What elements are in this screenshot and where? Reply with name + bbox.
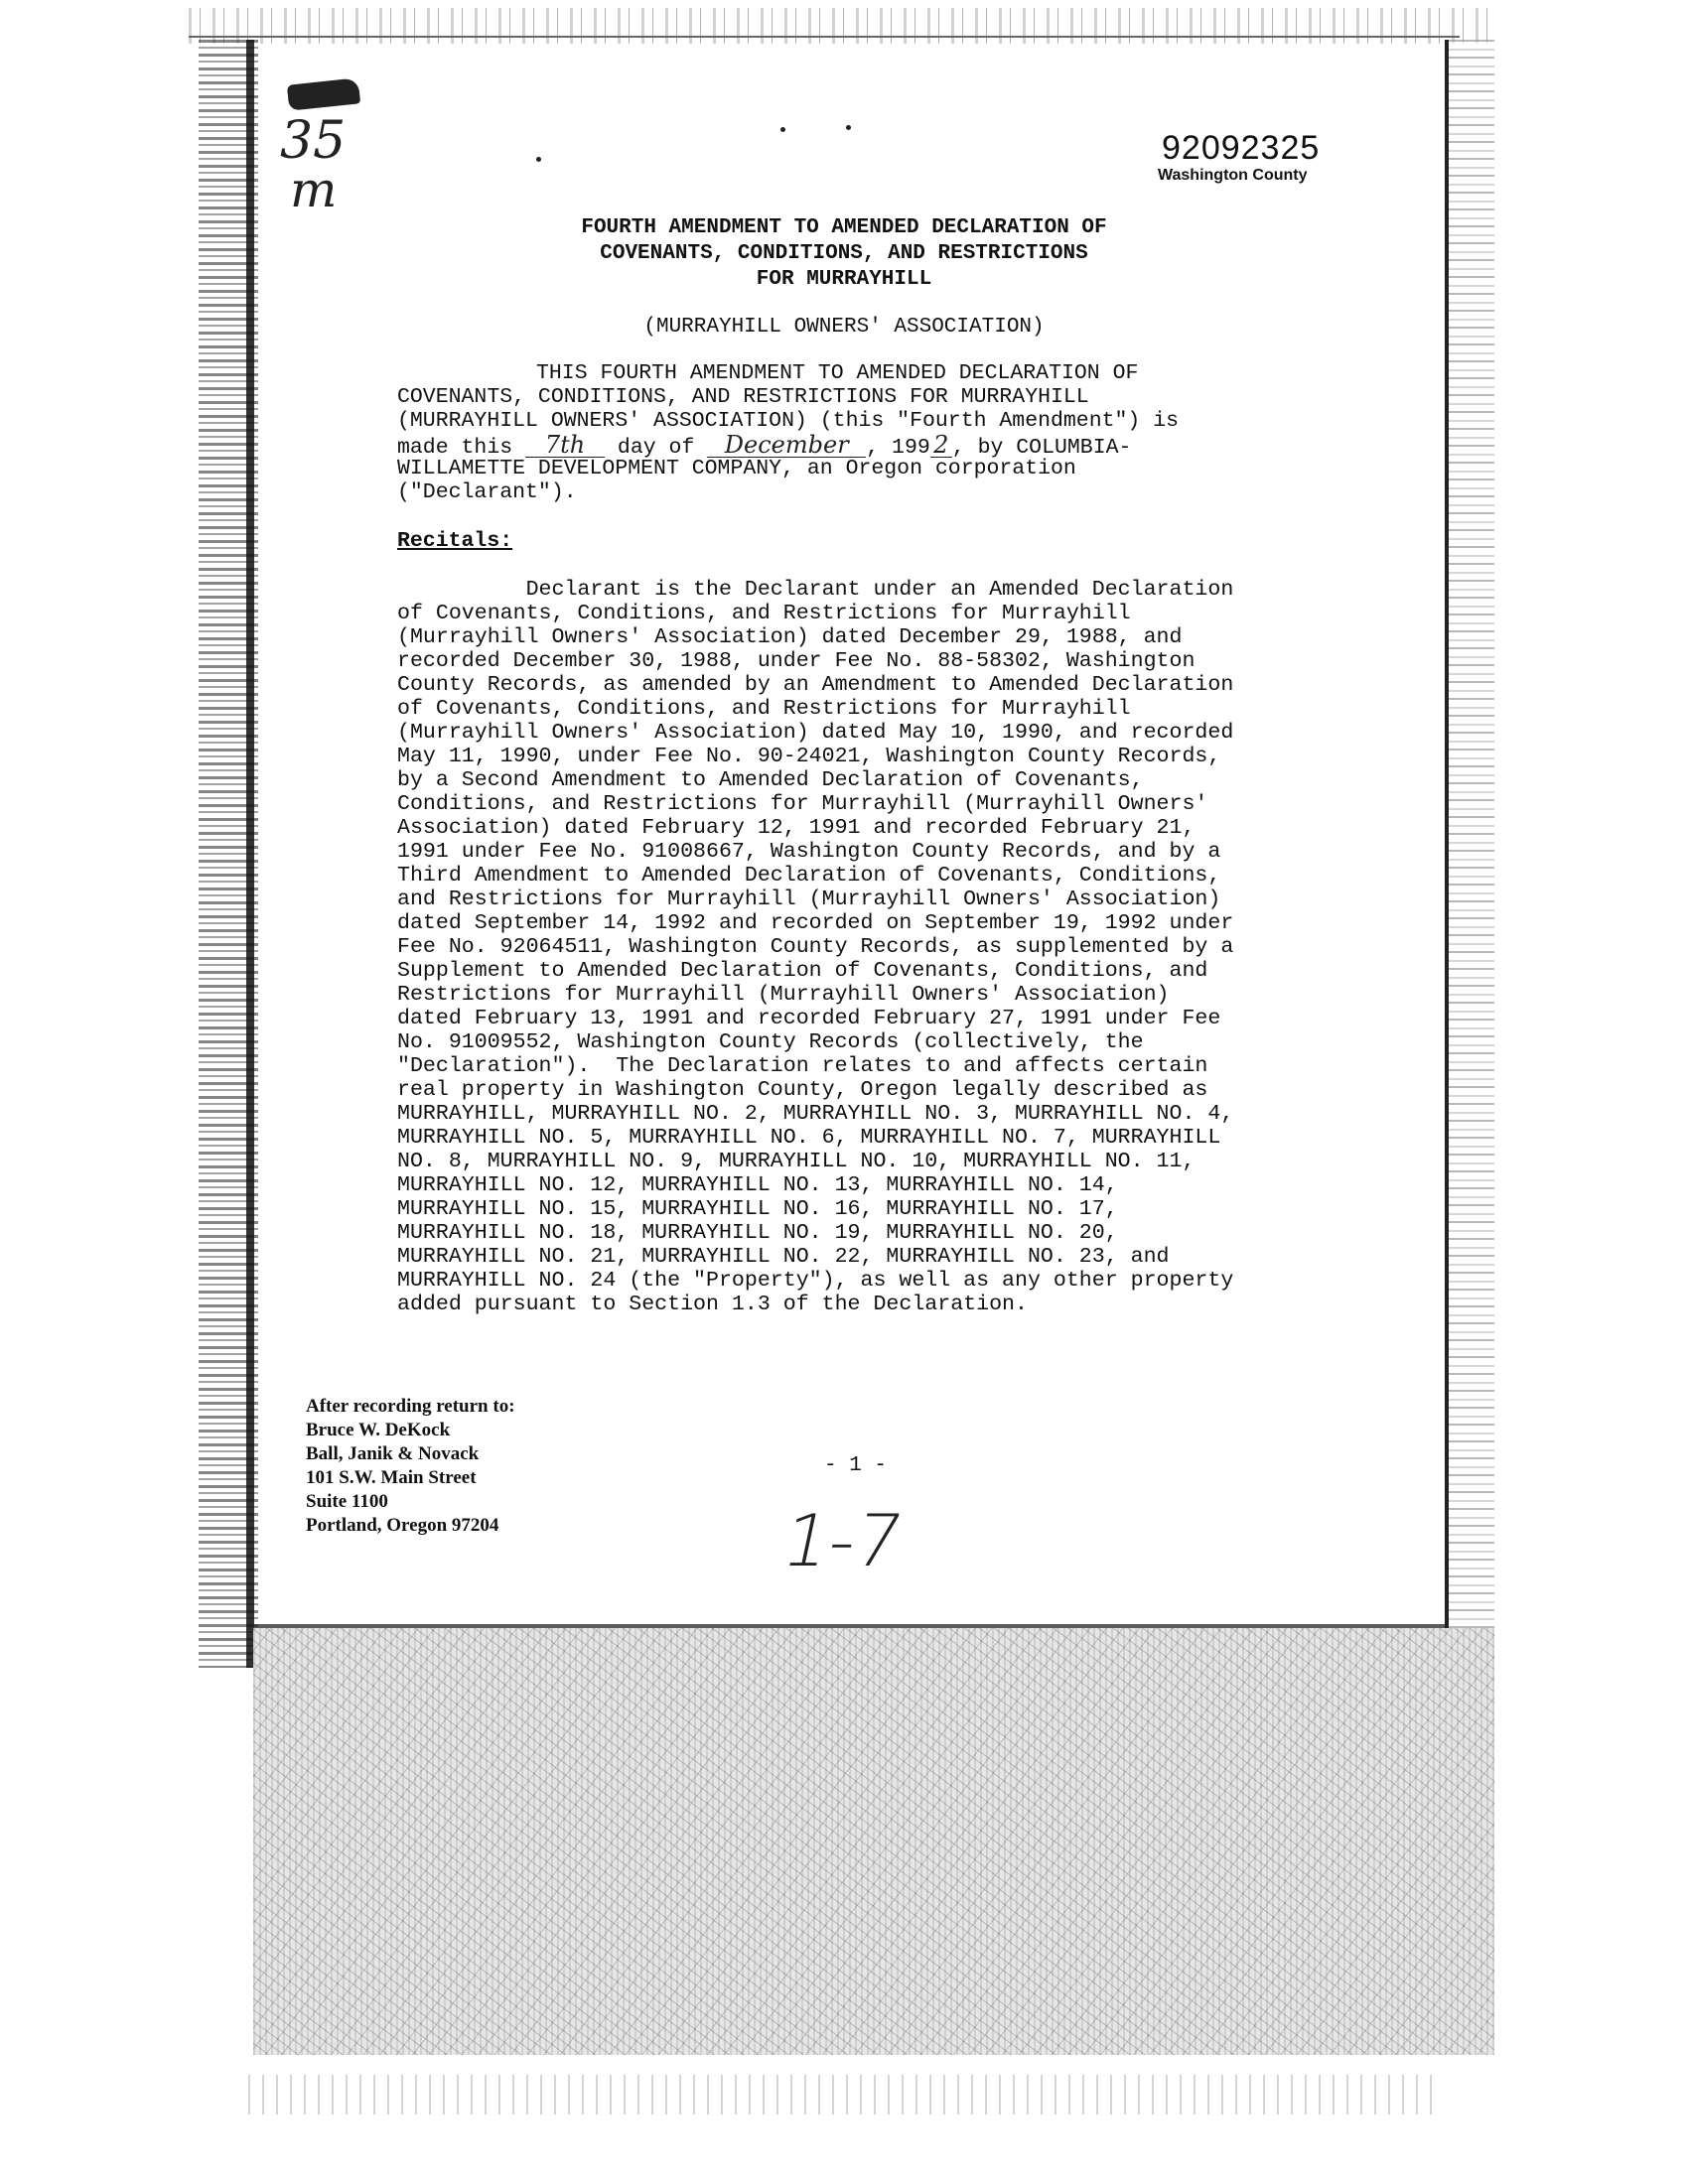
county-label: Washington County [1158, 167, 1308, 184]
return-name: Bruce W. DeKock [306, 1420, 451, 1440]
recitals-line: MURRAYHILL NO. 24 (the "Property"), as well as any other property [397, 1269, 1234, 1293]
recitals-heading: Recitals: [397, 529, 513, 553]
return-heading: After recording return to: [306, 1396, 515, 1417]
intro-line-1: THIS FOURTH AMENDMENT TO AMENDED DECLARATION OF [536, 361, 1139, 385]
page-number: - 1 - [824, 1454, 888, 1477]
intro-line-5: WILLAMETTE DEVELOPMENT COMPANY, an Oregon corporation [397, 457, 1076, 480]
recitals-line: (Murrayhill Owners' Association) dated May 10, 1990, and recorded [397, 721, 1234, 745]
recitals-line: Restrictions for Murrayhill (Murrayhill Owners' Association) [397, 983, 1170, 1007]
handwritten-year-digit: 2 [930, 433, 952, 458]
recitals-line: MURRAYHILL, MURRAYHILL NO. 2, MURRAYHILL NO. 3, MURRAYHILL NO. 4, [397, 1102, 1234, 1126]
recitals-line: added pursuant to Section 1.3 of the Declaration. [397, 1293, 1028, 1316]
recitals-line: real property in Washington County, Oregon legally described as [397, 1078, 1208, 1102]
recitals-line: Association) dated February 12, 1991 and recorded February 21, [397, 816, 1196, 840]
title-line-2: COVENANTS, CONDITIONS, AND RESTRICTIONS [600, 242, 1088, 265]
intro-by-columbia: , by COLUMBIA- [951, 436, 1132, 460]
handwritten-initial: m [290, 161, 338, 218]
scan-edge-right [1445, 40, 1449, 1817]
scan-dot [536, 157, 541, 162]
recitals-paragraph [397, 578, 1233, 1316]
scan-edge-left [246, 40, 254, 1668]
scan-noise-right [1445, 40, 1494, 1817]
scan-dot [846, 125, 851, 130]
return-city: Portland, Oregon 97204 [306, 1515, 499, 1536]
recitals-line: by a Second Amendment to Amended Declaration of Covenants, [397, 768, 1144, 792]
intro-year-prefix: , 199 [866, 436, 930, 460]
return-address-block [306, 1395, 515, 1538]
recitals-line: Fee No. 92064511, Washington County Records, as supplemented by a [397, 935, 1234, 959]
scan-noise-foot [248, 2075, 1440, 2115]
recitals-line: dated September 14, 1992 and recorded on September 19, 1992 under [397, 911, 1234, 935]
return-suite: Suite 1100 [306, 1491, 388, 1512]
return-firm: Ball, Janik & Novack [306, 1443, 480, 1464]
recitals-line: of Covenants, Conditions, and Restrictions for Murrayhill [397, 602, 1131, 625]
scan-noise-bottom [253, 1628, 1494, 2055]
recitals-line: MURRAYHILL NO. 18, MURRAYHILL NO. 19, MURRAYHILL NO. 20, [397, 1221, 1118, 1245]
recitals-line: Conditions, and Restrictions for Murrayhill (Murrayhill Owners' [397, 792, 1208, 816]
handwritten-page-range: 1-7 [775, 1499, 911, 1582]
recitals-line: (Murrayhill Owners' Association) dated December 29, 1988, and [397, 625, 1183, 649]
intro-line-2: COVENANTS, CONDITIONS, AND RESTRICTIONS FOR MURRAYHILL [397, 385, 1089, 409]
recitals-line: MURRAYHILL NO. 12, MURRAYHILL NO. 13, MURRAYHILL NO. 14, [397, 1173, 1118, 1197]
title-line-1: FOURTH AMENDMENT TO AMENDED DECLARATION OF [581, 216, 1107, 239]
intro-line-4 [397, 433, 1131, 460]
recitals-line: Third Amendment to Amended Declaration of Covenants, Conditions, [397, 864, 1221, 887]
title-line-3: FOR MURRAYHILL [756, 268, 932, 291]
recitals-line: "Declaration"). The Declaration relates to and affects certain [397, 1054, 1208, 1078]
recitals-line: Declarant is the Declarant under an Amended Declaration [397, 578, 1234, 602]
recitals-line: dated February 13, 1991 and recorded February 27, 1991 under Fee [397, 1007, 1221, 1030]
scan-noise-top [189, 8, 1499, 44]
intro-day-of: day of [605, 436, 708, 460]
recitals-line: May 11, 1990, under Fee No. 90-24021, Washington County Records, [397, 745, 1221, 768]
intro-line-6: ("Declarant"). [397, 480, 577, 504]
handwritten-page-count: 35 [280, 111, 347, 171]
recitals-line: MURRAYHILL NO. 15, MURRAYHILL NO. 16, MURRAYHILL NO. 17, [397, 1197, 1118, 1221]
recitals-line: Supplement to Amended Declaration of Covenants, Conditions, and [397, 959, 1208, 983]
recitals-line: MURRAYHILL NO. 5, MURRAYHILL NO. 6, MURRAYHILL NO. 7, MURRAYHILL [397, 1126, 1221, 1150]
scan-dot [780, 127, 785, 132]
recitals-line: of Covenants, Conditions, and Restrictions for Murrayhill [397, 697, 1131, 721]
recitals-line: and Restrictions for Murrayhill (Murrayhill Owners' Association) [397, 887, 1221, 911]
document-number: 92092325 [1162, 129, 1321, 167]
intro-made-this: made this [397, 436, 526, 460]
scan-edge-top [189, 36, 1460, 38]
title-subtitle: (MURRAYHILL OWNERS' ASSOCIATION) [643, 316, 1045, 339]
recitals-line: County Records, as amended by an Amendment to Amended Declaration [397, 673, 1234, 697]
recitals-line: No. 91009552, Washington County Records (collectively, the [397, 1030, 1144, 1054]
handwritten-month: December [707, 433, 866, 458]
recitals-line: 1991 under Fee No. 91008667, Washington County Records, and by a [397, 840, 1221, 864]
recitals-line: MURRAYHILL NO. 21, MURRAYHILL NO. 22, MURRAYHILL NO. 23, and [397, 1245, 1170, 1269]
recitals-line: recorded December 30, 1988, under Fee No. 88-58302, Washington [397, 649, 1196, 673]
recitals-line: NO. 8, MURRAYHILL NO. 9, MURRAYHILL NO. 10, MURRAYHILL NO. 11, [397, 1150, 1196, 1173]
handwritten-day: 7th [525, 433, 605, 458]
return-street: 101 S.W. Main Street [306, 1467, 477, 1488]
intro-line-3: (MURRAYHILL OWNERS' ASSOCIATION) (this "Fourth Amendment") is [397, 409, 1180, 433]
